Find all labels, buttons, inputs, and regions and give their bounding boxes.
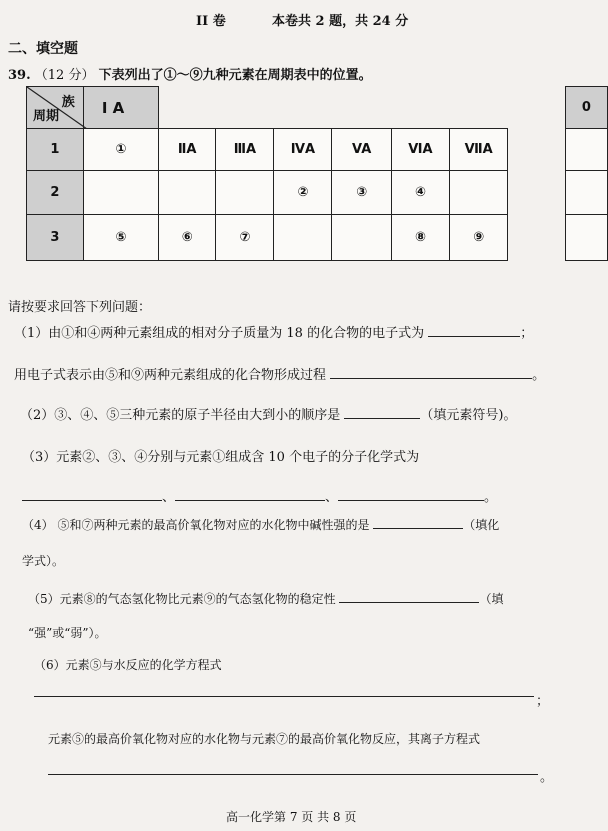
q6-end: ； <box>536 694 550 709</box>
answer-blank[interactable] <box>338 488 484 501</box>
q4-line <box>22 516 499 533</box>
table-corner-cell <box>27 87 84 129</box>
question-header <box>8 64 372 83</box>
page-footer: 高一化学第 7 页 共 8 页 <box>226 810 357 824</box>
element-9: ⑨ <box>449 215 507 261</box>
q2-line <box>20 404 517 423</box>
q1b-text: 用电子式表示由⑤和⑨两种元素组成的化合物形成过程 <box>14 368 327 383</box>
cell-empty <box>216 171 274 215</box>
element-6: ⑥ <box>158 215 216 261</box>
q1a-text: （1）由①和④两种元素组成的相对分子质量为 18 的化合物的电子式为 <box>14 326 425 341</box>
exam-section-label: II 卷 <box>196 14 226 29</box>
q1a-line <box>14 322 533 341</box>
answer-blank[interactable] <box>344 406 420 419</box>
answer-blank[interactable] <box>428 324 520 337</box>
answer-blank[interactable] <box>175 488 325 501</box>
q5-continuation: “强”或“弱”）。 <box>28 626 107 640</box>
element-3: ③ <box>332 171 391 215</box>
q7-text: 元素⑤的最高价氧化物对应的水化物与元素⑦的最高价氧化物反应，其离子方程式 <box>48 732 481 746</box>
group-va-header: VA <box>332 129 391 171</box>
q6-text: （6）元素⑤与水反应的化学方程式 <box>34 658 222 672</box>
corner-label-group: 族 <box>61 95 75 110</box>
q7-answer-line[interactable] <box>48 774 538 775</box>
q1b-line <box>14 364 545 383</box>
answer-blank[interactable] <box>373 516 463 529</box>
q2-end: （填元素符号)。 <box>420 408 517 423</box>
group-via-header: ⅥA <box>391 129 449 171</box>
group-iva-header: ⅣA <box>274 129 332 171</box>
group-viia-header: ⅦA <box>449 129 507 171</box>
periodic-table <box>26 86 608 261</box>
group-0-header: 0 <box>565 87 607 129</box>
q3-answer-line <box>22 486 497 505</box>
group-iia-header: ⅡA <box>158 129 216 171</box>
cell-empty <box>274 215 332 261</box>
q5-text: （5）元素⑧的气态氢化物比元素⑨的气态氢化物的稳定性 <box>28 592 336 606</box>
cell-empty <box>449 171 507 215</box>
period-2-label: 2 <box>27 171 84 215</box>
q4-continuation: 学式）。 <box>22 554 65 568</box>
q3-sep-2: 、 <box>325 490 339 505</box>
cell-empty <box>332 215 391 261</box>
instruction-text: 请按要求回答下列问题： <box>8 300 152 315</box>
group-iiia-header: ⅢA <box>216 129 274 171</box>
q2-text: （2）③、④、⑤三种元素的原子半径由大到小的顺序是 <box>20 408 341 423</box>
element-4: ④ <box>391 171 449 215</box>
question-number: 39. <box>8 68 31 83</box>
question-points: （12 分） <box>34 68 95 83</box>
q6-answer-line[interactable] <box>34 696 534 697</box>
element-1: ① <box>83 129 158 171</box>
cell-empty <box>565 215 607 261</box>
q3-end: 。 <box>484 490 498 505</box>
answer-blank[interactable] <box>330 366 532 379</box>
element-5: ⑤ <box>83 215 158 261</box>
q1b-end: 。 <box>532 368 546 383</box>
exam-section-summary: 本卷共 2 题，共 24 分 <box>272 14 409 29</box>
q5-end: （填 <box>479 592 504 606</box>
section-title: 二、填空题 <box>8 41 78 57</box>
q1a-end: ； <box>520 326 534 341</box>
element-7: ⑦ <box>216 215 274 261</box>
answer-blank[interactable] <box>22 488 162 501</box>
corner-label-period: 周期 <box>33 109 60 124</box>
q5-line <box>28 590 503 607</box>
q4-end: （填化 <box>463 518 500 532</box>
element-8: ⑧ <box>391 215 449 261</box>
q3-sep-1: 、 <box>162 490 176 505</box>
cell-empty <box>565 129 607 171</box>
cell-empty <box>158 171 216 215</box>
answer-blank[interactable] <box>339 590 479 603</box>
period-1-label: 1 <box>27 129 84 171</box>
cell-empty <box>83 171 158 215</box>
empty-top-gap <box>158 87 507 129</box>
q3-text: （3）元素②、③、④分别与元素①组成含 10 个电子的分子化学式为 <box>22 450 420 465</box>
question-stem: 下表列出了①～⑨九种元素在周期表中的位置。 <box>98 68 372 83</box>
q4-text: （4） ⑤和⑦两种元素的最高价氧化物对应的水化物中碱性强的是 <box>22 518 370 532</box>
q7-end: 。 <box>540 770 554 785</box>
period-3-label: 3 <box>27 215 84 261</box>
cell-empty <box>565 171 607 215</box>
group-ia-header: I A <box>83 87 158 129</box>
element-2: ② <box>274 171 332 215</box>
